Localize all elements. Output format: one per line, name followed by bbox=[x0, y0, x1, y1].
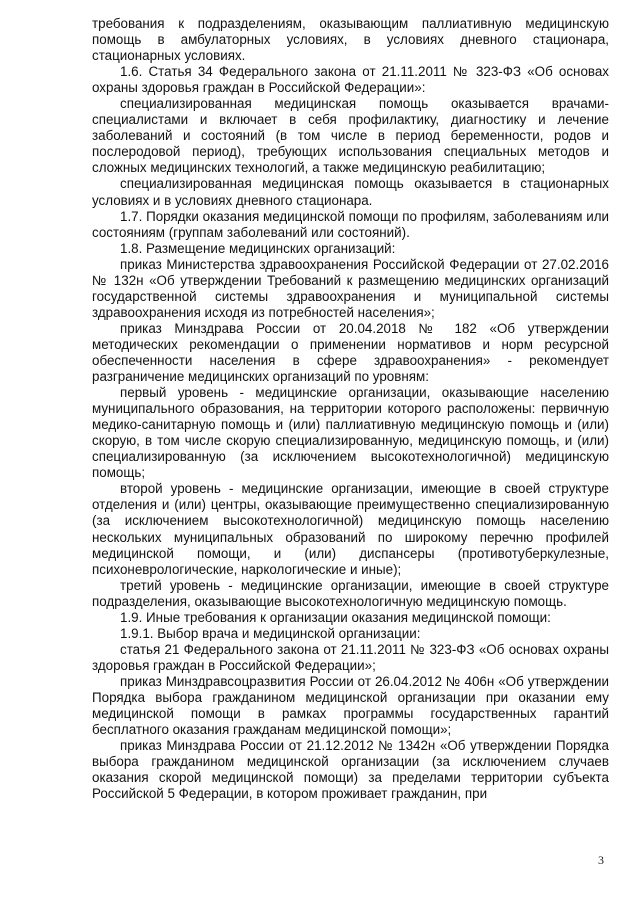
paragraph-level-three: третий уровень - медицинские организации, имеющие в своей структуре подразделения, оказывающие высокотехнологичную медицинскую помощь. bbox=[92, 577, 609, 609]
paragraph-article-21: статья 21 Федерального закона от 21.11.2011 № 323-ФЗ «Об основах охраны здоровья граждан в Российской Федерации»; bbox=[92, 641, 609, 673]
paragraph-level-two: второй уровень - медицинские организации, имеющие в своей структуре отделения и (или) центры, оказывающие преимущественно специализированную (за исключением высокотехнологичной) медицинскую помощь населению нескольких муниципальных образований по широкому перечню профилей медицинской помощи, и (или) диспансеры (противотуберкулезные, психоневрологические, наркологические и иные); bbox=[92, 481, 609, 577]
document-body bbox=[92, 16, 609, 802]
paragraph-specialized-care-conditions: специализированная медицинская помощь оказывается в стационарных условиях и в условиях дневного стационара. bbox=[92, 176, 609, 208]
paragraph-order-132n: приказ Министерства здравоохранения Российской Федерации от 27.02.2016 № 132н «Об утверждении Требований к размещению медицинских организаций государственной системы здравоохранения и муниципальной системы здравоохранения исходя из потребностей населения»; bbox=[92, 256, 609, 320]
page-number: 3 bbox=[598, 853, 604, 867]
paragraph-section-1-7: 1.7. Порядки оказания медицинской помощи по профилям, заболеваниям или состояниям (группам заболеваний или состояний). bbox=[92, 208, 609, 240]
paragraph-order-182: приказ Минздрава России от 20.04.2018 № 182 «Об утверждении методических рекомендации о применении нормативов и норм ресурсной обеспеченности населения в сфере здравоохранения» - рекомендует разграничение медицинских организаций по уровням: bbox=[92, 320, 609, 385]
paragraph-section-1-9: 1.9. Иные требования к организации оказания медицинской помощи: bbox=[120, 609, 551, 625]
paragraph-section-1-8: 1.8. Размещение медицинских организаций: bbox=[120, 240, 396, 256]
paragraph-continuation: требования к подразделениям, оказывающим паллиативную медицинскую помощь в амбулаторных условиях, в условиях дневного стационара, стационарных условиях. bbox=[92, 16, 609, 64]
paragraph-order-1342n: приказ Минздрава России от 21.12.2012 № 1342н «Об утверждении Порядка выбора гражданином медицинской организации (за исключением случаев оказания скорой медицинской помощи) за пределами территории субъекта Российской 5 Федерации, в котором проживает гражданин, при bbox=[92, 738, 609, 802]
paragraph-specialized-care-definition: специализированная медицинская помощь оказывается врачами-специалистами и включает в себя профилактику, диагностику и лечение заболеваний и состояний (в том числе в период беременности, родов и послеродовой период), требующих использования специальных методов и сложных медицинских технологий, а также медицинскую реабилитацию; bbox=[92, 96, 609, 176]
paragraph-order-406n: приказ Минздравсоцразвития России от 26.04.2012 № 406н «Об утверждении Порядка выбора гражданином медицинской организации при оказании ему медицинской помощи в рамках программы государственных гарантий бесплатного оказания гражданам медицинской помощи»; bbox=[92, 673, 609, 738]
paragraph-level-one: первый уровень - медицинские организации, оказывающие населению муниципального образования, на территории которого расположены: первичную медико-санитарную помощь и (или) паллиативную медицинскую помощь и (или) скорую, в том числе скорую специализированную, медицинскую помощь, и (или) специализированную (за исключением высокотехнологичной) медицинскую помощь; bbox=[92, 385, 609, 481]
paragraph-section-1-9-1: 1.9.1. Выбор врача и медицинской организации: bbox=[120, 625, 421, 641]
paragraph-section-1-6: 1.6. Статья 34 Федерального закона от 21.11.2011 № 323-ФЗ «Об основах охраны здоровья граждан в Российской Федерации»: bbox=[92, 64, 609, 96]
